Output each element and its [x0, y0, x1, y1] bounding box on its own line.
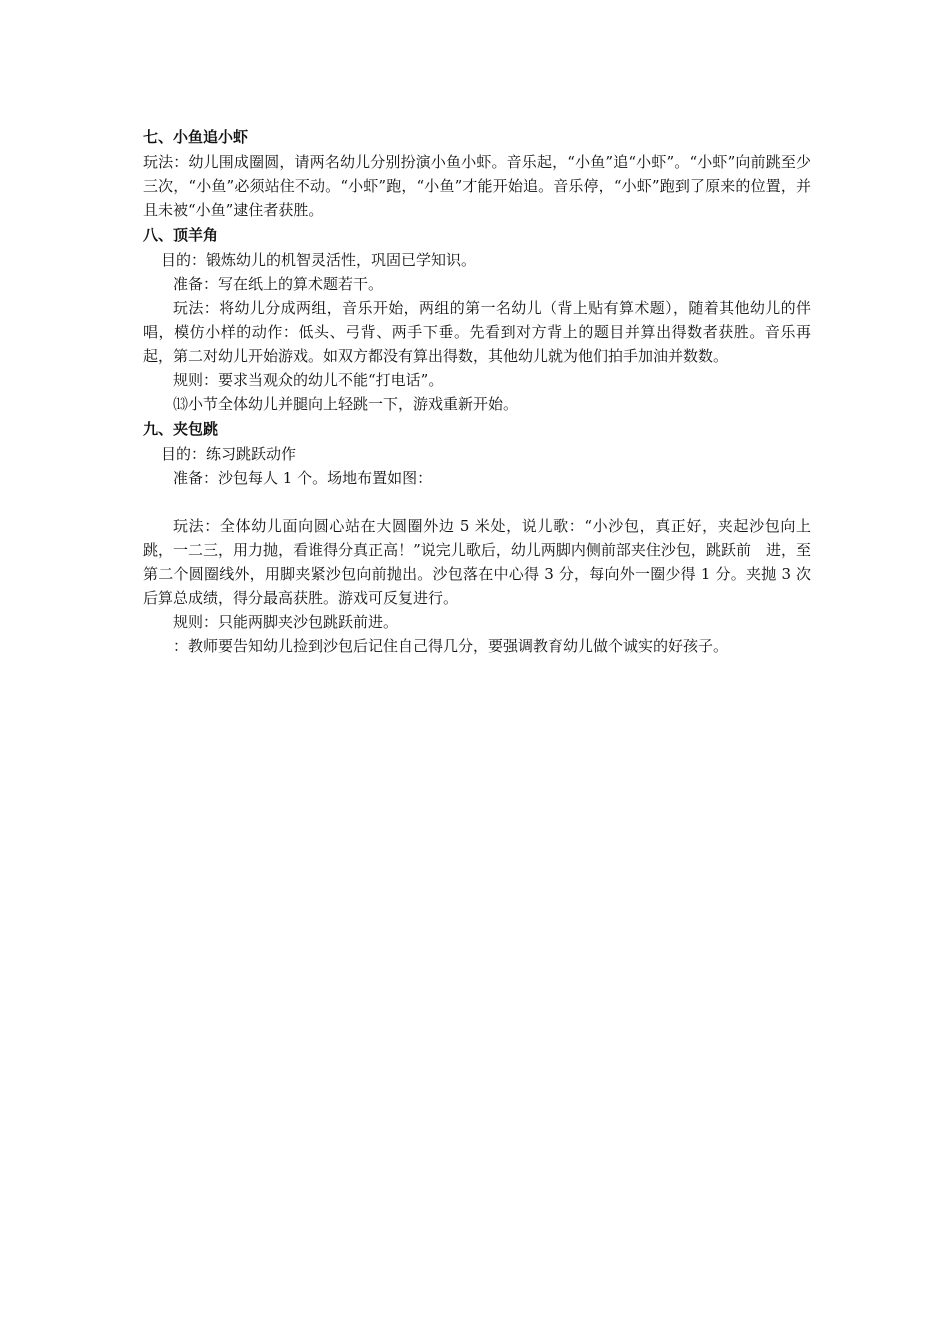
- section-8-note: ⒀小节全体幼儿并腿向上轻跳一下，游戏重新开始。: [173, 395, 519, 413]
- section-9-rule: 规则：只能两脚夹沙包跳跃前进。: [173, 613, 399, 631]
- section-8-play: 玩法：将幼儿分成两组，音乐开始，两组的第一名幼儿（背上贴有算术题），随着其他幼儿的伴唱，模仿小样的动作：低头、弓背、两手下垂。先看到对方背上的题目并算出得数者获胜。音乐再起，第二对幼儿开始游戏。如双方都没有算出得数，其他幼儿就为他们拍手加油并数数。: [143, 299, 811, 365]
- section-9-play: 玩法：全体幼儿面向圆心站在大圆圈外边 5 米处，说儿歌：“小沙包，真正好，夹起沙包向上跳，一二三，用力抛，看谁得分真正高！”说完儿歌后，幼儿两脚内侧前部夹住沙包，跳跃前 进，至第二个圆圈线外，用脚夹紧沙包向前抛出。沙包落在中心得 3 分，每向外一圈少得 1 分。夹抛 3 次后算总成绩，得分最高获胜。游戏可反复进行。: [143, 517, 811, 607]
- section-9-purpose: 目的：练习跳跃动作: [161, 445, 297, 463]
- section-8-heading: 八、顶羊角: [143, 226, 219, 244]
- document-body: [143, 124, 811, 658]
- section-9-heading: 九、夹包跳: [143, 420, 219, 438]
- section-7-heading: 七、小鱼追小虾: [143, 128, 249, 146]
- section-7-play: 玩法：幼儿围成圈圆，请两名幼儿分别扮演小鱼小虾。音乐起，“小鱼”追“小虾”。“小虾”向前跳至少三次，“小鱼”必须站住不动。“小虾”跑，“小鱼”才能开始追。音乐停，“小虾”跑到了原来的位置，并且未被“小鱼”逮住者获胜。: [143, 153, 811, 219]
- section-9-prepare: 准备：沙包每人 1 个。场地布置如图：: [173, 469, 433, 487]
- section-8-purpose: 目的：锻炼幼儿的机智灵活性，巩固已学知识。: [161, 251, 477, 269]
- section-8-rule: 规则：要求当观众的幼儿不能“打电话”。: [173, 371, 444, 389]
- section-9-note: ：教师要告知幼儿捡到沙包后记住自己得几分，要强调教育幼儿做个诚实的好孩子。: [173, 637, 729, 655]
- section-8-prepare: 准备：写在纸上的算术题若干。: [173, 275, 384, 293]
- figure-placeholder-gap: [143, 490, 811, 514]
